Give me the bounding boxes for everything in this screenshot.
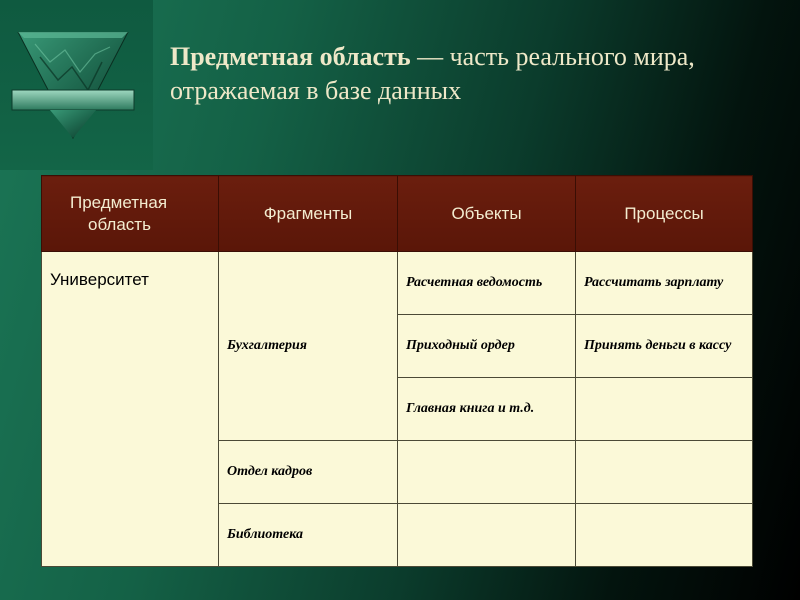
header-subject-area <box>42 176 219 252</box>
object-cell-payroll-sheet: Расчетная ведомость <box>398 252 576 315</box>
triangle-logo-icon <box>10 32 136 142</box>
header-subject-area-line1: Предметная <box>70 192 168 212</box>
object-cell-general-ledger: Главная книга и т.д. <box>398 378 576 441</box>
empty-cell <box>576 378 753 441</box>
object-cell-receipt-order: Приходный ордер <box>398 315 576 378</box>
process-cell-accept-money: Принять деньги в кассу <box>576 315 753 378</box>
table-row <box>42 252 753 315</box>
slide-title <box>170 40 770 108</box>
empty-cell <box>576 441 753 504</box>
slide-title-bold: Предметная область <box>170 42 411 71</box>
domain-cell: Университет <box>42 252 219 567</box>
fragment-cell-accounting: Бухгалтерия <box>219 252 398 441</box>
header-processes: Процессы <box>576 176 753 252</box>
header-fragments: Фрагменты <box>219 176 398 252</box>
empty-cell <box>576 504 753 567</box>
header-subject-area-line2: область <box>88 214 151 234</box>
empty-cell <box>398 504 576 567</box>
subject-area-table <box>41 175 753 567</box>
process-cell-calc-salary: Рассчитать зарплату <box>576 252 753 315</box>
table-header-row <box>42 176 753 252</box>
fragment-cell-library: Библиотека <box>219 504 398 567</box>
empty-cell <box>398 441 576 504</box>
slide-title-rest: — часть реального мира, отражаемая в базе данных <box>170 42 695 105</box>
header-objects: Объекты <box>398 176 576 252</box>
fragment-cell-hr: Отдел кадров <box>219 441 398 504</box>
